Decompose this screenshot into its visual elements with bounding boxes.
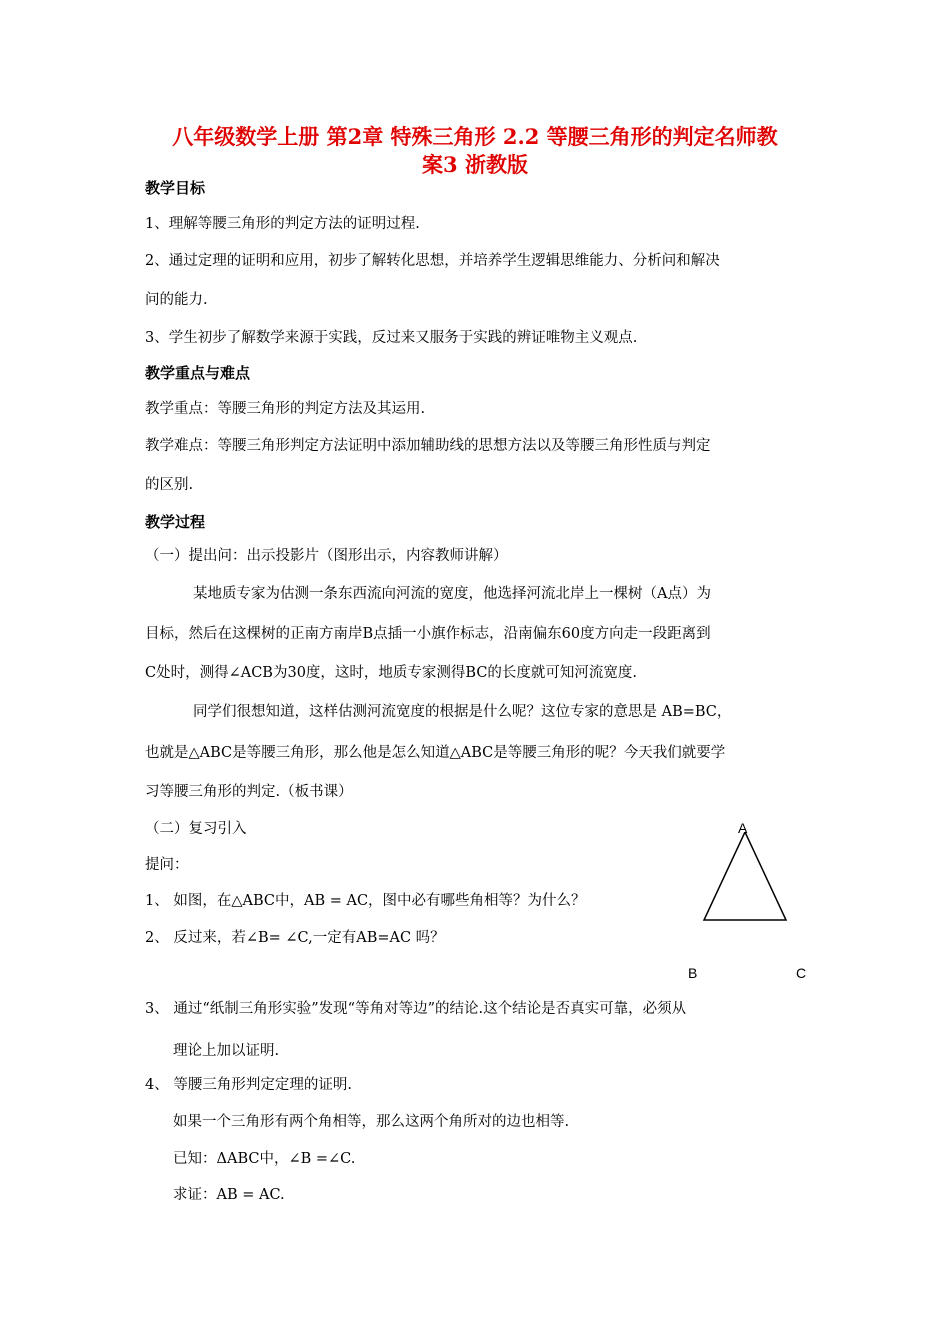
process-paragraph-line: 也就是△ABC是等腰三角形，那么他是怎么知道△ABC是等腰三角形的呢？今天我们就要学	[145, 745, 726, 761]
process-part-1: （一）提出问：出示投影片（图形出示，内容教师讲解）	[145, 548, 508, 564]
objectives-heading: 教学目标	[145, 179, 206, 197]
document-title-line-2: 案3 浙教版	[422, 152, 528, 177]
keypoint-difficulty: 教学难点：等腰三角形判定方法证明中添加辅助线的思想方法以及等腰三角形性质与判定	[145, 438, 711, 454]
objective-2-cont: 问的能力.	[145, 292, 208, 308]
keypoint-focus: 教学重点：等腰三角形的判定方法及其运用.	[145, 401, 426, 417]
question-3: 3、 通过“纸制三角形实验”发现“等角对等边”的结论.这个结论是否真实可靠，必须从	[145, 1001, 687, 1017]
process-heading: 教学过程	[145, 513, 206, 531]
vertex-label-c: C	[796, 965, 807, 981]
process-paragraph-line: 目标，然后在这棵树的正南方南岸B点插一小旗作标志，沿南偏东60度方向走一段距离到	[145, 626, 711, 642]
objective-1: 1、理解等腰三角形的判定方法的证明过程.	[145, 216, 420, 232]
question-2: 2、 反过来，若∠B= ∠C,一定有AB=AC 吗？	[145, 930, 445, 946]
question-4: 4、 等腰三角形判定定理的证明.	[145, 1077, 352, 1093]
process-paragraph-line: 某地质专家为估测一条东西流向河流的宽度，他选择河流北岸上一棵树（A点）为	[193, 586, 711, 602]
objective-3: 3、学生初步了解数学来源于实践，反过来又服务于实践的辨证唯物主义观点.	[145, 330, 638, 346]
question-prompt: 提问：	[145, 857, 189, 873]
isosceles-triangle-figure	[695, 832, 795, 924]
given-statement: 已知：ΔABC中，∠B =∠C.	[173, 1151, 356, 1167]
question-3-cont: 理论上加以证明.	[173, 1043, 280, 1059]
process-paragraph-line: 习等腰三角形的判定.（板书课）	[145, 784, 353, 800]
vertex-label-a: A	[738, 820, 748, 836]
process-paragraph-line: C处时，测得∠ACB为30度，这时，地质专家测得BC的长度就可知河流宽度.	[145, 665, 638, 681]
keypoint-difficulty-cont: 的区别.	[145, 477, 194, 493]
process-part-2: （二）复习引入	[145, 821, 247, 837]
question-1: 1、 如图，在△ABC中，AB = AC，图中必有哪些角相等？为什么？	[145, 893, 586, 909]
objective-2: 2、通过定理的证明和应用，初步了解转化思想，并培养学生逻辑思维能力、分析问和解决	[145, 253, 720, 269]
triangle-abc	[704, 832, 786, 920]
document-title-line-1: 八年级数学上册 第2章 特殊三角形 2.2 等腰三角形的判定名师教	[172, 124, 778, 149]
vertex-label-b: B	[688, 965, 698, 981]
keypoints-heading: 教学重点与难点	[145, 364, 251, 382]
process-paragraph-line: 同学们很想知道，这样估测河流宽度的根据是什么呢？这位专家的意思是 AB=BC，	[193, 704, 732, 720]
prove-statement: 求证：AB = AC.	[173, 1187, 285, 1203]
theorem-statement: 如果一个三角形有两个角相等，那么这两个角所对的边也相等.	[173, 1114, 570, 1130]
